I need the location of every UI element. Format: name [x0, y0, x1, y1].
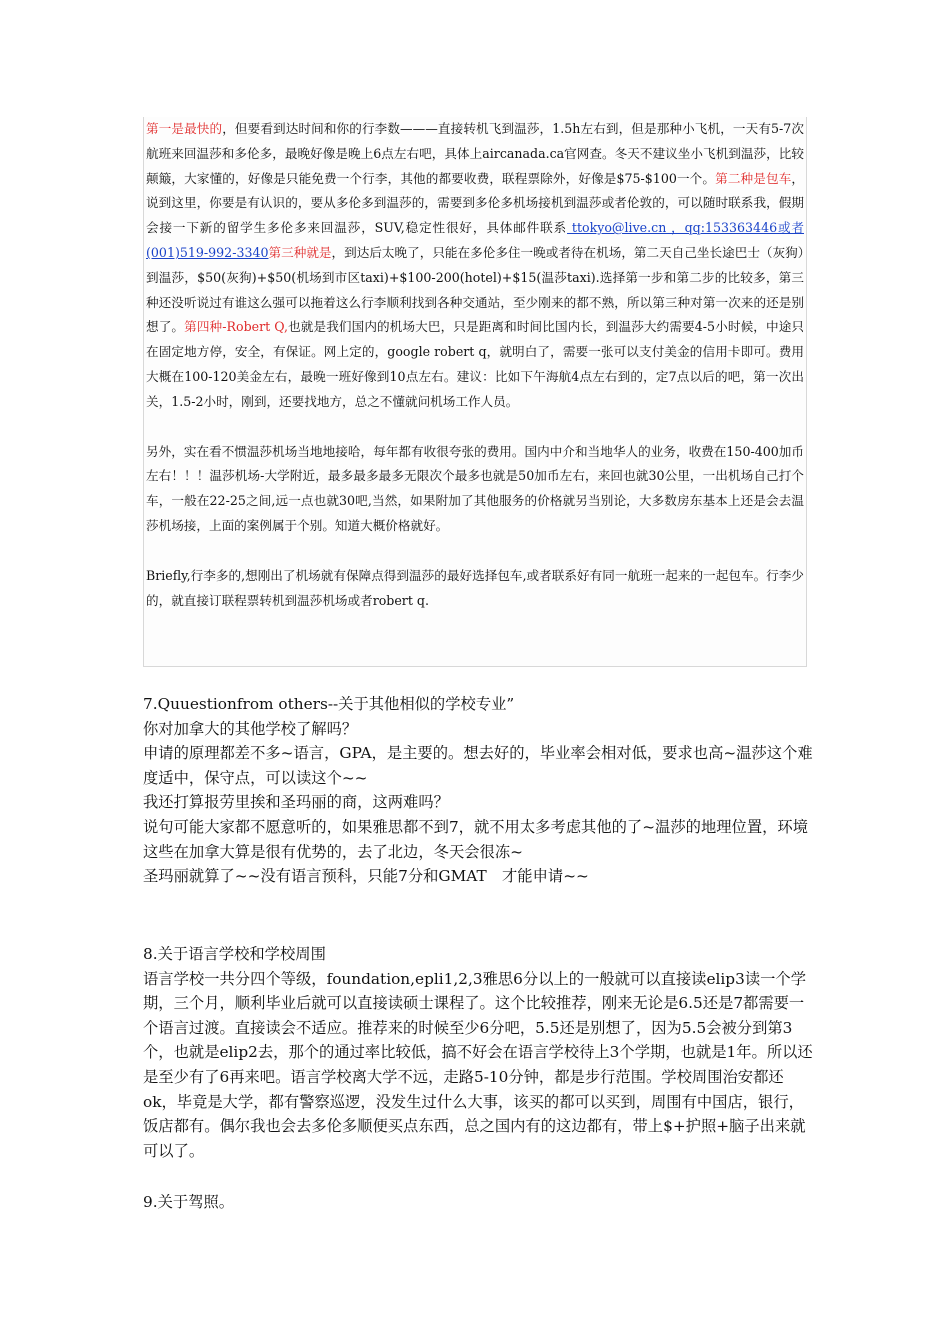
section-7-line: 说句可能大家都不愿意听的，如果雅思都不到7，就不用太多考虑其他的了~温莎的地理位置，环境这些在加拿大算是很有优势的，去了北边，冬天会很冻~	[143, 817, 809, 861]
option-2-label: 第二种是包车	[715, 170, 792, 186]
transport-options-paragraph	[146, 117, 804, 415]
section-7-line: 圣玛丽就算了~~没有语言预科，只能7分和GMAT 才能申请~~	[143, 867, 589, 886]
option-3-text: ，到达后太晚了，只能在多伦多住一晚或者待在机场，第二天自己坐长途巴士（灰狗）到温莎，$50(灰狗)+$50(机场到市区taxi)+$100-200(hotel)+$15(温莎taxi).选择第一步和第二步的比较多，第三种还没听说过有谁这么强可以拖着这么行李顺利找到各种交通站，至少刚来的都不熟，所以第三种对第一次来的还是别想了。	[146, 244, 805, 335]
section-9	[143, 1190, 813, 1215]
section-7-line: 申请的原理都差不多~语言，GPA，是主要的。想去好的，毕业率会相对低，要求也高~温莎这个难度适中，保守点，可以读这个~~	[143, 744, 813, 787]
option-4-label: 第四种-Robert Q,	[184, 319, 288, 335]
section-7-line: 我还打算报劳里挨和圣玛丽的商，这两难吗？	[143, 793, 449, 812]
pickup-price-paragraph: 另外，实在看不惯温莎机场当地地接哈，每年都有收很夸张的费用。国内中介和当地华人的业务，收费在150-400加币左右！！！温莎机场-大学附近，最多最多最多无限次个最多也就是50加币左右，来回也就30公里，一出机场自己打个车，一般在22-25之间,远一点也就30吧,当然，如果附加了其他服务的价格就另当别论，大多数房东基本上还是会去温莎机场接，上面的案例属于个别。知道大概价格就好。	[146, 443, 804, 533]
section-8-title: 8.关于语言学校和学校周围	[143, 945, 326, 963]
summary-paragraph: Briefly,行李多的,想刚出了机场就有保障点得到温莎的最好选择包车,或者联系好有同一航班一起来的一起包车。行李少的，就直接订联程票转机到温莎机场或者robert q.	[146, 567, 804, 608]
option-3-label: 第三种就是	[268, 244, 332, 260]
option-1-text: ，但要看到达时间和你的行李数———直接转机飞到温莎，1.5h左右到，但是那种小飞机，一天有5-7次航班来回温莎和多伦多，最晚好像是晚上6点左右吧，具体上aircanada.ca官网查。冬天不建议坐小飞机到温莎，比较颠簸，大家懂的，好像是只能免费一个行李，其他的都要收费，联程票除外，好像是$75-$100一个。	[146, 121, 805, 186]
section-7-line: 你对加拿大的其他学校了解吗？	[143, 719, 358, 738]
paragraph-spacer	[146, 415, 804, 440]
section-9-title: 9.关于驾照。	[143, 1193, 235, 1211]
quoted-passage-box	[143, 117, 807, 667]
section-7-title: 7.Quuestionfrom others--关于其他相似的学校专业”	[143, 695, 515, 713]
contact-email-link[interactable]: ttokyo@live.cn ，qq:153363446或者(001)519-992-3340	[146, 220, 804, 260]
option-2-text: ，说到这里，你要是有认识的，要从多伦多到温莎的，需要到多伦多机场接机到温莎或者伦敦的，可以随时联系我，假期会接一下新的留学生多伦多来回温莎，SUV,稳定性很好，具体邮件联系	[146, 170, 805, 236]
section-7	[143, 692, 813, 889]
paragraph-spacer	[146, 539, 804, 564]
option-4-text: 也就是我们国内的机场大巴，只是距离和时间比国内长，到温莎大约需要4-5小时候，中途只在固定地方停，安全，有保证。网上定的，google robert q，就明白了，需要一张可以支付美金的信用卡即可。费用大概在100-120美金左右，最晚一班好像到10点左右。建议：比如下午海航4点左右到的，定7点以后的吧，第一次出关，1.5-2小时，刚到，还要找地方，总之不懂就问机场工作人员。	[146, 319, 804, 409]
section-8-body: 语言学校一共分四个等级，foundation,epli1,2,3雅思6分以上的一般就可以直接读elip3读一个学期，三个月，顺利毕业后就可以直接读硕士课程了。这个比较推荐，刚来无论是6.5还是7都需要一个语言过渡。直接读会不适应。推荐来的时候至少6分吧，5.5还是别想了，因为5.5会被分到第3个，也就是elip2去，那个的通过率比较低，搞不好会在语言学校待上3个学期，也就是1年。所以还是至少有了6再来吧。语言学校离大学不远，走路5-10分钟，都是步行范围。学校周围治安都还ok，毕竟是大学，都有警察巡逻，没发生过什么大事，该买的都可以买到，周围有中国店，银行，饭店都有。偶尔我也会去多伦多顺便买点东西，总之国内有的这边都有，带上$+护照+脑子出来就可以了。	[143, 969, 813, 1160]
section-8	[143, 942, 813, 1163]
option-1-label: 第一是最快的	[146, 121, 223, 136]
